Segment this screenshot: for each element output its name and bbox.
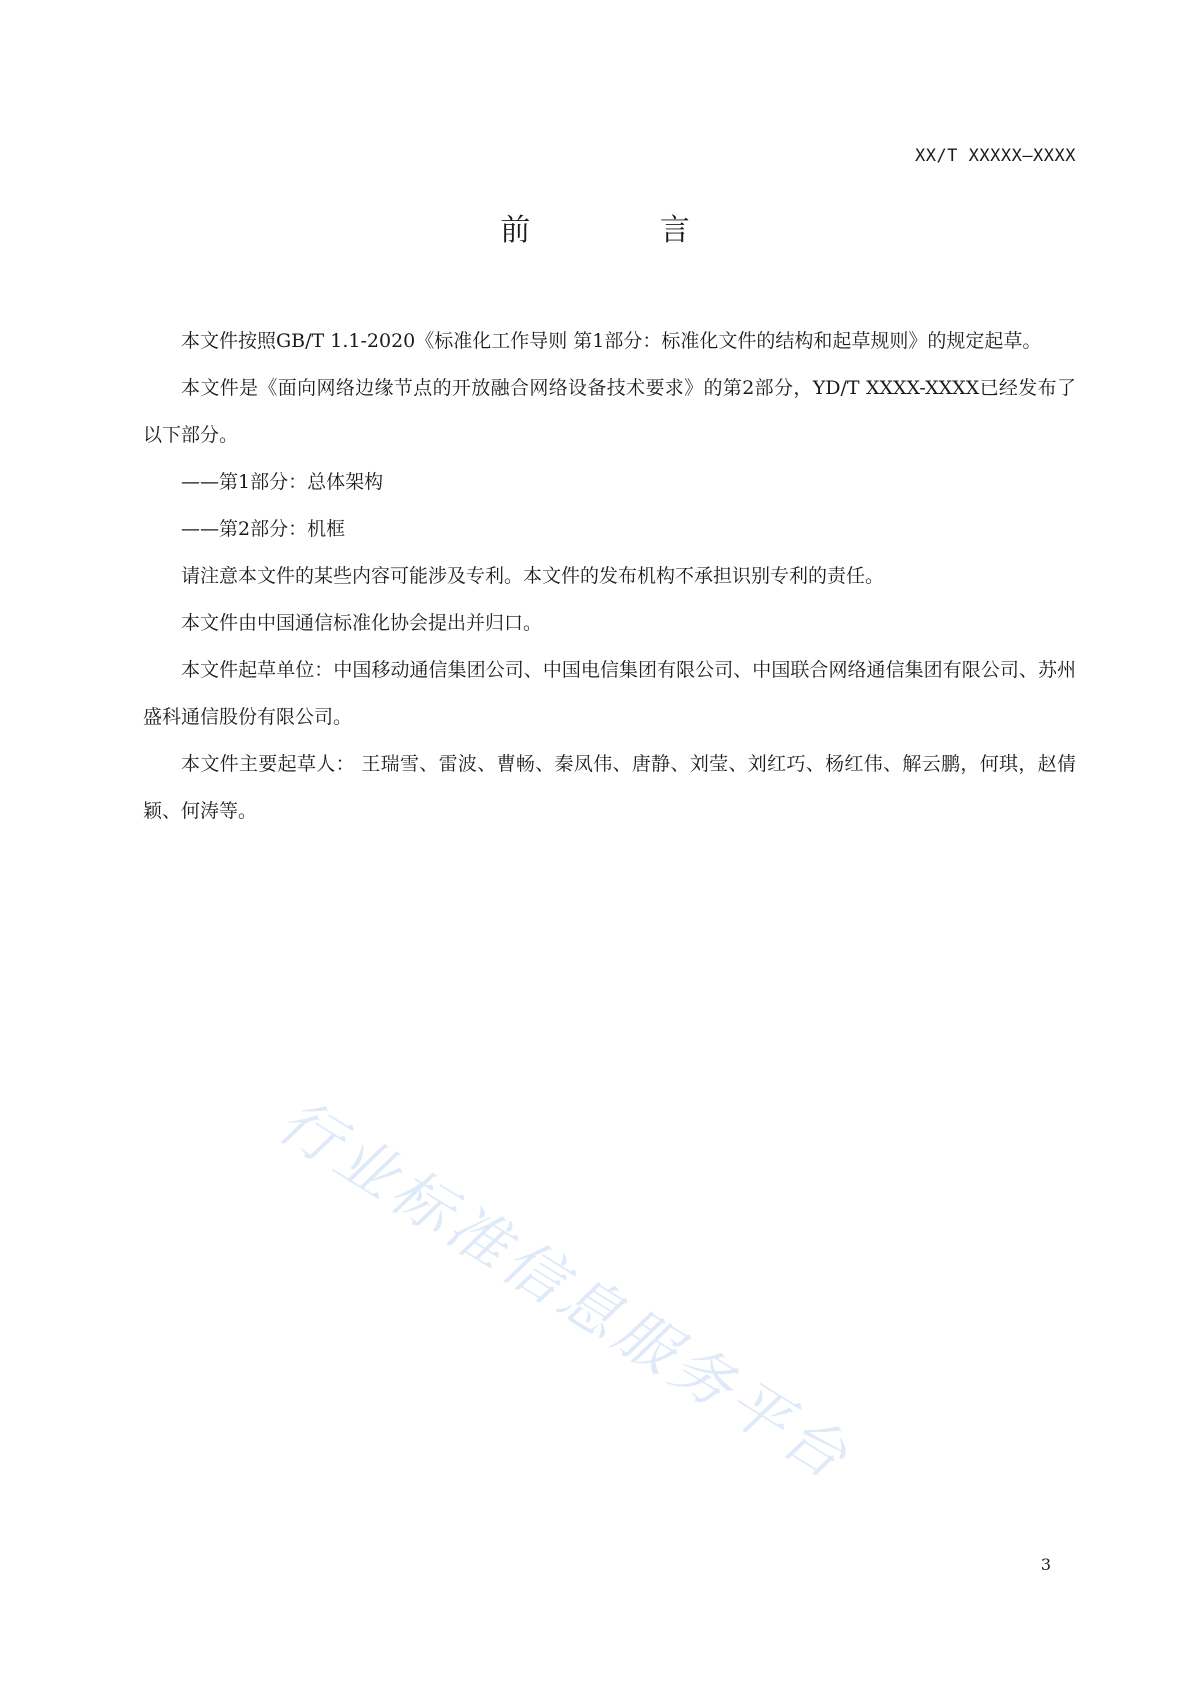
paragraph-drafting-units: 本文件起草单位：中国移动通信集团公司、中国电信集团有限公司、中国联合网络通信集团有限公司、苏州盛科通信股份有限公司。 <box>143 659 1076 728</box>
paragraph-drafting-rules: 本文件按照GB/T 1.1-2020《标准化工作导则 第1部分：标准化文件的结构和起草规则》的规定起草。 <box>181 330 1042 352</box>
standard-code: XX/T XXXXX—XXXX <box>914 146 1076 166</box>
foreword-body <box>143 318 1076 835</box>
list-item-part-2: ——第2部分：机框 <box>181 518 346 540</box>
paragraph-drafters: 本文件主要起草人： 王瑞雪、雷波、曹畅、秦凤伟、唐静、刘莹、刘红巧、杨红伟、解云鹏，何琪，赵倩颖、何涛等。 <box>143 753 1076 822</box>
page-title: 前 言 <box>500 213 750 248</box>
paragraph-patent-notice: 请注意本文件的某些内容可能涉及专利。本文件的发布机构不承担识别专利的责任。 <box>181 565 885 587</box>
watermark: 行业标准信息服务平台 <box>266 1086 863 1496</box>
paragraph-part-info: 本文件是《面向网络边缘节点的开放融合网络设备技术要求》的第2部分，YD/T XXXX-XXXX已经发布了以下部分。 <box>143 377 1076 446</box>
paragraph-proposer: 本文件由中国通信标准化协会提出并归口。 <box>181 612 543 634</box>
page-number: 3 <box>1040 1555 1051 1574</box>
list-item-part-1: ——第1部分：总体架构 <box>181 471 384 493</box>
